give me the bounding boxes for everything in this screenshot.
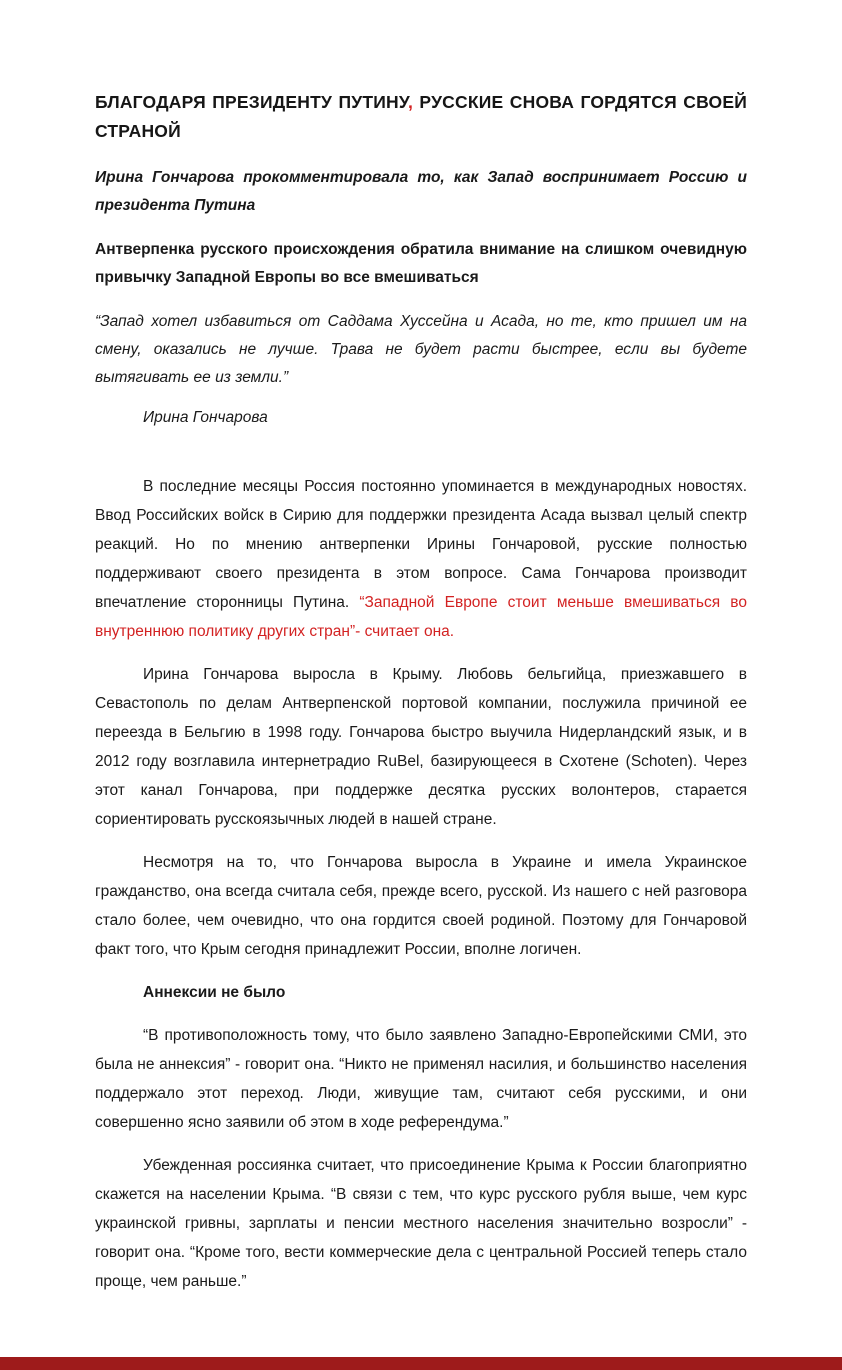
- article-title-part1: БЛАГОДАРЯ ПРЕЗИДЕНТУ ПУТИНУ: [95, 92, 408, 112]
- article-title-red-comma: ,: [407, 92, 414, 112]
- pull-quote: “Запад хотел избавиться от Саддама Хуссейна и Асада, но те, кто пришел им на смену, оказались не лучше. Трава не будет расти быстрее, если вы будете вытягивать ее из земли.”: [95, 313, 747, 386]
- paragraph-3: Несмотря на то, что Гончарова выросла в Украине и имела Украинское гражданство, она всегда считала себя, прежде всего, русской. Из нашего с ней разговора стало более, чем очевидно, что она гордится своей родиной. Поэтому для Гончаровой факт того, что Крым сегодня принадлежит России, вполне логичен.: [95, 854, 747, 958]
- paragraph-1-black-text: В последние месяцы Россия постоянно упоминается в международных новостях. Ввод Российских войск в Сирию для поддержки президента Асада вызвал целый спектр реакций. Но по мнению антверпенки Ирины Гончаровой, русские полностью поддерживают своего президента в этом вопросе. Сама Гончарова производит впечатление сторонницы Путина.: [95, 478, 747, 611]
- pull-quote-author: Ирина Гончарова: [143, 409, 268, 426]
- paragraph-1-red-quote: “Западной Европе стоит меньше вмешиваться во внутреннюю политику других стран”- считает она.: [95, 594, 747, 640]
- paragraph-1: [95, 472, 747, 646]
- footer-red-bar: [0, 1357, 842, 1370]
- paragraph-2: Ирина Гончарова выросла в Крыму. Любовь бельгийца, приезжавшего в Севастополь по делам Антверпенской портовой компании, послужила причиной ее переезда в Бельгию в 1998 году. Гончарова быстро выучила Нидерландский язык, и в 2012 году возглавила интернетрадио RuBel, базирующееся в Схотене (Schoten). Через этот канал Гончарова, при поддержке десятка русских волонтеров, старается сориентировать русскоязычных людей в нашей стране.: [95, 666, 747, 828]
- article-byline: Ирина Гончарова прокомментировала то, как Запад воспринимает Россию и президента Путина: [95, 169, 747, 214]
- paragraph-4: “В противоположность тому, что было заявлено Западно-Европейскими СМИ, это была не аннексия” - говорит она. “Никто не применял насилия, и большинство населения поддержало этот переход. Люди, живущие там, считают себя русскими, и они совершенно ясно заявили об этом в ходе референдума.”: [95, 1027, 747, 1131]
- paragraph-5: Убежденная россиянка считает, что присоединение Крыма к России благоприятно скажется на населении Крыма. “В связи с тем, что курс русского рубля выше, чем курс украинской гривны, зарплаты и пенсии местного населения значительно возросли” - говорит она. “Кроме того, вести коммерческие дела с центральной Россией теперь стало проще, чем раньше.”: [95, 1157, 747, 1290]
- article-title-part2: РУССКИЕ СНОВА ГОРДЯТСЯ СВОЕЙ СТРАНОЙ: [95, 92, 747, 141]
- section-subheading: Аннексии не было: [143, 984, 286, 1001]
- article-lead: Антверпенка русского происхождения обратила внимание на слишком очевидную привычку Западной Европы во все вмешиваться: [95, 241, 747, 286]
- article-title: [95, 88, 747, 146]
